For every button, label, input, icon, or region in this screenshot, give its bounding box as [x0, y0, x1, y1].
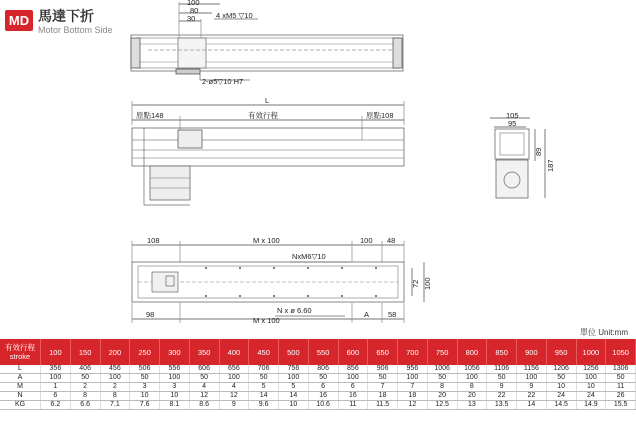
- table-cell: 1006: [427, 365, 457, 374]
- table-cell: 100: [517, 374, 547, 383]
- table-cell: 856: [338, 365, 368, 374]
- table-cell: 406: [70, 365, 100, 374]
- top-dim-30: 30: [187, 14, 196, 23]
- table-cell: 50: [427, 374, 457, 383]
- table-cell: 11: [606, 383, 636, 392]
- table-cell: 50: [606, 374, 636, 383]
- table-cell: 956: [398, 365, 428, 374]
- table-cell: 13: [457, 401, 487, 410]
- bottom-dim-48: 48: [387, 236, 396, 245]
- top-view: [131, 2, 403, 80]
- bottom-callout-hole: N x ø 6.60: [277, 306, 312, 315]
- table-cell: 100: [41, 374, 71, 383]
- table-cell: 706: [249, 365, 279, 374]
- table-cell: 50: [70, 374, 100, 383]
- side-origin-right: 原點108: [366, 111, 394, 120]
- stroke-col-header: 1050: [606, 339, 636, 365]
- top-dim-80: 80: [190, 6, 199, 15]
- table-cell: 656: [219, 365, 249, 374]
- table-cell: 16: [308, 392, 338, 401]
- table-cell: 356: [41, 365, 71, 374]
- page-title: 馬達下折: [38, 9, 94, 25]
- table-cell: 10: [160, 392, 190, 401]
- table-cell: 1306: [606, 365, 636, 374]
- table-cell: 100: [160, 374, 190, 383]
- bottom-dim-58: 58: [388, 310, 397, 319]
- table-cell: 556: [160, 365, 190, 374]
- stroke-col-header: 150: [70, 339, 100, 365]
- table-row: [0, 365, 636, 374]
- table-cell: 16: [338, 392, 368, 401]
- row-label: A: [0, 374, 41, 383]
- table-cell: 606: [189, 365, 219, 374]
- bottom-dim-100v: 100: [423, 277, 432, 290]
- table-cell: 906: [368, 365, 398, 374]
- end-dim-105: 105: [506, 111, 519, 120]
- stroke-header-en: stroke: [9, 352, 31, 361]
- bottom-callout-thread: NxM6▽10: [292, 252, 326, 261]
- table-cell: 50: [130, 374, 160, 383]
- table-cell: 7: [368, 383, 398, 392]
- table-cell: 6: [41, 392, 71, 401]
- table-row: [0, 401, 636, 410]
- table-cell: 20: [457, 392, 487, 401]
- end-dim-187: 187: [546, 159, 555, 172]
- table-cell: 14.5: [546, 401, 576, 410]
- table-cell: 9: [219, 401, 249, 410]
- table-cell: 12.5: [427, 401, 457, 410]
- table-cell: 100: [100, 374, 130, 383]
- bottom-dim-A: A: [364, 310, 370, 319]
- table-cell: 20: [427, 392, 457, 401]
- table-cell: 8: [427, 383, 457, 392]
- unit-label: 單位 Unit:mm: [580, 328, 628, 337]
- table-cell: 756: [279, 365, 309, 374]
- row-label: L: [0, 365, 41, 374]
- bottom-dim-100: 100: [360, 236, 373, 245]
- page-subtitle: Motor Bottom Side: [38, 25, 113, 35]
- table-cell: 15.5: [606, 401, 636, 410]
- table-cell: 1256: [576, 365, 606, 374]
- table-cell: 456: [100, 365, 130, 374]
- table-cell: 50: [308, 374, 338, 383]
- stroke-header: [0, 339, 41, 365]
- row-label: M: [0, 383, 41, 392]
- stroke-col-header: 350: [189, 339, 219, 365]
- stroke-col-header: 200: [100, 339, 130, 365]
- stroke-col-header: 700: [398, 339, 428, 365]
- table-cell: 1206: [546, 365, 576, 374]
- table-cell: 4: [189, 383, 219, 392]
- table-cell: 1156: [517, 365, 547, 374]
- side-dim-L: L: [265, 96, 270, 105]
- table-cell: 22: [517, 392, 547, 401]
- table-cell: 100: [576, 374, 606, 383]
- table-row: [0, 374, 636, 383]
- table-cell: 100: [457, 374, 487, 383]
- stroke-col-header: 900: [517, 339, 547, 365]
- table-cell: 24: [576, 392, 606, 401]
- table-cell: 4: [219, 383, 249, 392]
- table-cell: 22: [487, 392, 517, 401]
- table-cell: 9.6: [249, 401, 279, 410]
- table-cell: 13.5: [487, 401, 517, 410]
- table-cell: 50: [189, 374, 219, 383]
- end-dim-95: 95: [508, 119, 517, 128]
- table-cell: 11: [338, 401, 368, 410]
- side-stroke-label: 有效行程: [248, 111, 278, 120]
- stroke-col-header: 800: [457, 339, 487, 365]
- stroke-col-header: 100: [41, 339, 71, 365]
- table-cell: 10.6: [308, 401, 338, 410]
- table-cell: 8.1: [160, 401, 190, 410]
- table-cell: 14.9: [576, 401, 606, 410]
- stroke-col-header: 600: [338, 339, 368, 365]
- table-cell: 1056: [457, 365, 487, 374]
- table-cell: 1106: [487, 365, 517, 374]
- end-view: [490, 118, 545, 198]
- table-cell: 10: [279, 401, 309, 410]
- table-cell: 11.5: [368, 401, 398, 410]
- stroke-col-header: 950: [546, 339, 576, 365]
- top-dim-100: 100: [187, 0, 200, 7]
- table-cell: 9: [517, 383, 547, 392]
- table-cell: 50: [487, 374, 517, 383]
- table-cell: 100: [338, 374, 368, 383]
- table-cell: 8.6: [189, 401, 219, 410]
- top-callout-thread: 4 xM5 ▽10: [216, 11, 253, 20]
- stroke-col-header: 300: [160, 339, 190, 365]
- side-origin-left: 原點148: [136, 111, 164, 120]
- table-cell: 10: [546, 383, 576, 392]
- table-cell: 12: [189, 392, 219, 401]
- stroke-header-cn: 有效行程: [5, 343, 35, 352]
- table-cell: 26: [606, 392, 636, 401]
- bottom-dim-72: 72: [411, 279, 420, 288]
- stroke-col-header: 1000: [576, 339, 606, 365]
- table-cell: 12: [398, 401, 428, 410]
- spec-header-row: [0, 339, 636, 365]
- table-cell: 100: [398, 374, 428, 383]
- table-cell: 2: [70, 383, 100, 392]
- top-callout-pin: 2-ø5▽10 H7: [202, 77, 244, 86]
- table-cell: 5: [279, 383, 309, 392]
- row-label: KG: [0, 401, 41, 410]
- table-cell: 100: [219, 374, 249, 383]
- table-row: [0, 392, 636, 401]
- stroke-col-header: 550: [308, 339, 338, 365]
- table-cell: 50: [249, 374, 279, 383]
- table-cell: 8: [457, 383, 487, 392]
- end-dim-89: 89: [534, 147, 543, 156]
- table-cell: 7.1: [100, 401, 130, 410]
- stroke-col-header: 650: [368, 339, 398, 365]
- table-cell: 14: [517, 401, 547, 410]
- table-cell: 12: [219, 392, 249, 401]
- table-cell: 6.2: [41, 401, 71, 410]
- table-cell: 14: [249, 392, 279, 401]
- table-cell: 3: [160, 383, 190, 392]
- table-cell: 2: [100, 383, 130, 392]
- stroke-col-header: 450: [249, 339, 279, 365]
- stroke-col-header: 500: [279, 339, 309, 365]
- table-cell: 24: [546, 392, 576, 401]
- table-row: [0, 383, 636, 392]
- spec-table: [0, 339, 636, 410]
- table-cell: 10: [130, 392, 160, 401]
- table-cell: 7: [398, 383, 428, 392]
- table-cell: 8: [70, 392, 100, 401]
- table-cell: 1: [41, 383, 71, 392]
- table-cell: 5: [249, 383, 279, 392]
- table-cell: 18: [398, 392, 428, 401]
- table-cell: 14: [279, 392, 309, 401]
- bottom-dim-108: 108: [147, 236, 160, 245]
- stroke-col-header: 250: [130, 339, 160, 365]
- stroke-col-header: 850: [487, 339, 517, 365]
- table-cell: 3: [130, 383, 160, 392]
- table-cell: 8: [100, 392, 130, 401]
- bottom-dim-mx100b: M x 100: [253, 316, 280, 325]
- table-cell: 6: [338, 383, 368, 392]
- table-cell: 6.6: [70, 401, 100, 410]
- table-cell: 100: [279, 374, 309, 383]
- table-cell: 806: [308, 365, 338, 374]
- table-cell: 6: [308, 383, 338, 392]
- table-cell: 10: [576, 383, 606, 392]
- table-cell: 506: [130, 365, 160, 374]
- table-cell: 50: [546, 374, 576, 383]
- table-cell: 9: [487, 383, 517, 392]
- stroke-col-header: 400: [219, 339, 249, 365]
- row-label: N: [0, 392, 41, 401]
- bottom-dim-mx100: M x 100: [253, 236, 280, 245]
- bottom-dim-98: 98: [146, 310, 155, 319]
- table-cell: 50: [368, 374, 398, 383]
- table-cell: 7.6: [130, 401, 160, 410]
- spec-body: [0, 365, 636, 410]
- model-badge: MD: [5, 10, 33, 31]
- table-cell: 18: [368, 392, 398, 401]
- stroke-col-header: 750: [427, 339, 457, 365]
